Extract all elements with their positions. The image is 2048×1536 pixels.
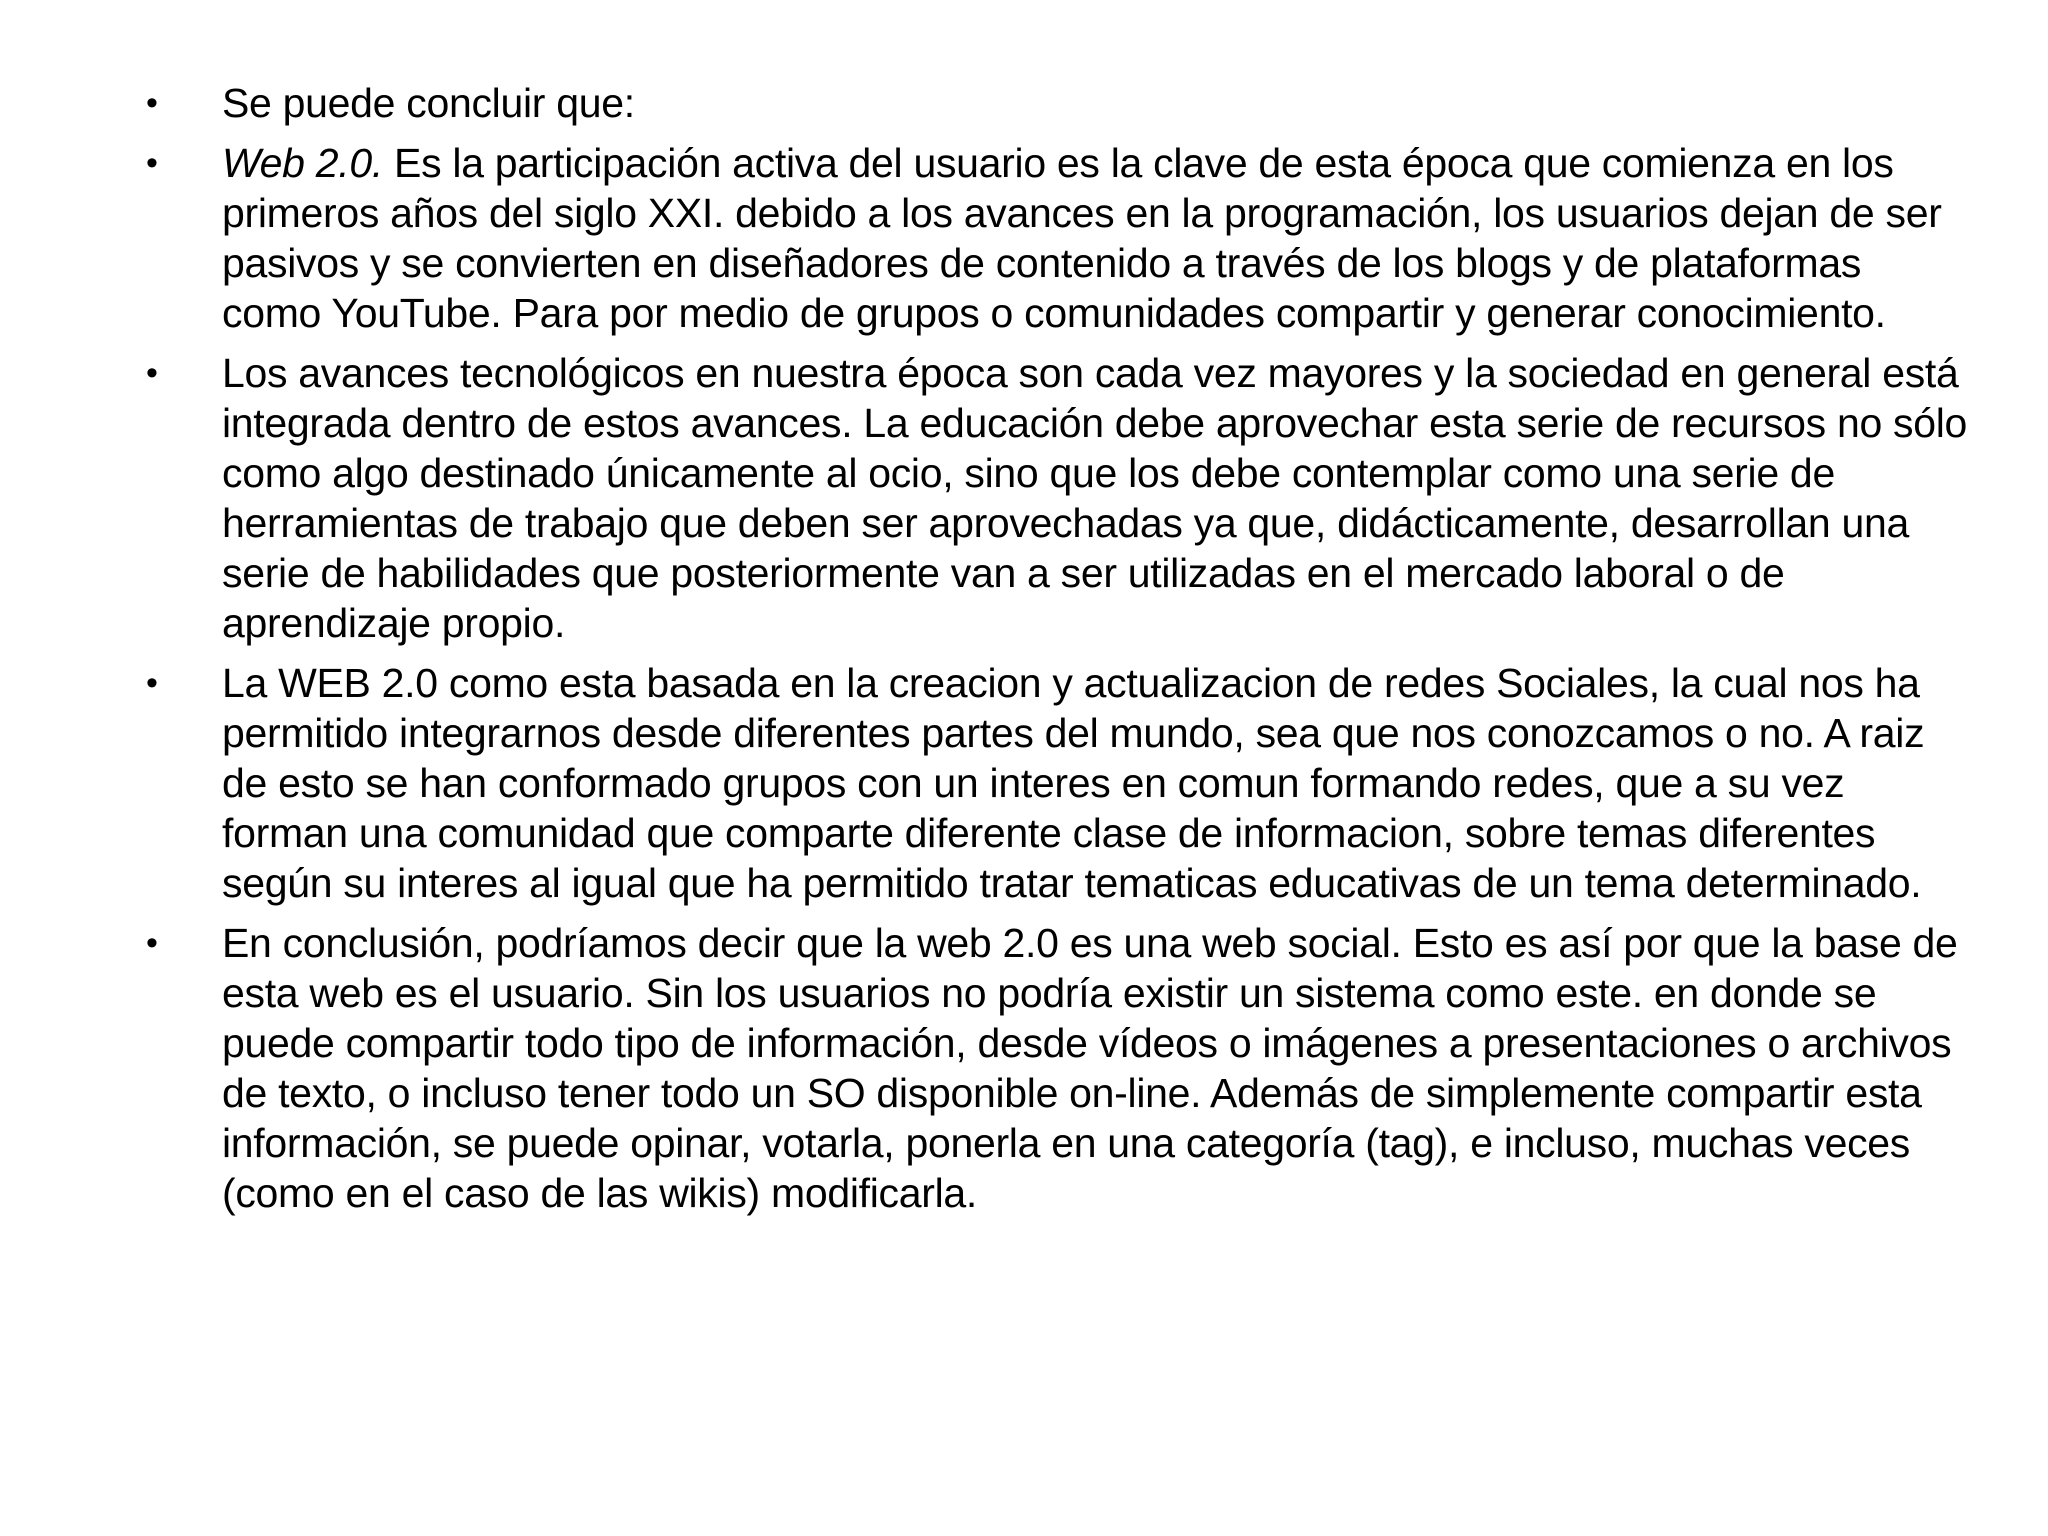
bullet-icon: •: [146, 144, 158, 182]
bullet-item-4: [140, 658, 1970, 908]
bullet-item-1: [140, 78, 1970, 128]
bullet-item-2: [140, 138, 1970, 338]
bullet-icon: •: [146, 354, 158, 392]
bullet-icon: •: [146, 84, 158, 122]
bullet-text: Es la participación activa del usuario es la clave de esta época que comienza en los primeros años del siglo XXI. debido a los avances en la programación, los usuarios dejan de ser pasivos y se convierten en diseñadores de contenido a través de los blogs y de plataformas como YouTube. Para por medio de grupos o comunidades compartir y generar conocimiento.: [222, 140, 1942, 336]
bullet-text: Los avances tecnológicos en nuestra época son cada vez mayores y la sociedad en general está integrada dentro de estos avances. La educación debe aprovechar esta serie de recursos no sólo como algo destinado únicamente al ocio, sino que los debe contemplar como una serie de herramientas de trabajo que deben ser aprovechadas ya que, didácticamente, desarrollan una serie de habilidades que posteriormente van a ser utilizadas en el mercado laboral o de aprendizaje propio.: [222, 350, 1968, 646]
bullet-icon: •: [146, 664, 158, 702]
bullet-list: [140, 78, 1970, 1228]
bullet-text: Se puede concluir que:: [222, 80, 635, 126]
bullet-item-5: [140, 918, 1970, 1218]
bullet-text: En conclusión, podríamos decir que la web 2.0 es una web social. Esto es así por que la base de esta web es el usuario. Sin los usuarios no podría existir un sistema como este. en donde se puede compartir todo tipo de información, desde vídeos o imágenes a presentaciones o archivos de texto, o incluso tener todo un SO disponible on-line. Además de simplemente compartir esta información, se puede opinar, votarla, ponerla en una categoría (tag), e incluso, muchas veces (como en el caso de las wikis) modificarla.: [222, 920, 1958, 1216]
bullet-item-3: [140, 348, 1970, 648]
bullet-lead: Web 2.0.: [222, 140, 383, 186]
bullet-icon: •: [146, 924, 158, 962]
bullet-text: La WEB 2.0 como esta basada en la creacion y actualizacion de redes Sociales, la cual nos ha permitido integrarnos desde diferentes partes del mundo, sea que nos conozcamos o no. A raiz de esto se han conformado grupos con un interes en comun formando redes, que a su vez forman una comunidad que comparte diferente clase de informacion, sobre temas diferentes según su interes al igual que ha permitido tratar tematicas educativas de un tema determinado.: [222, 660, 1925, 906]
